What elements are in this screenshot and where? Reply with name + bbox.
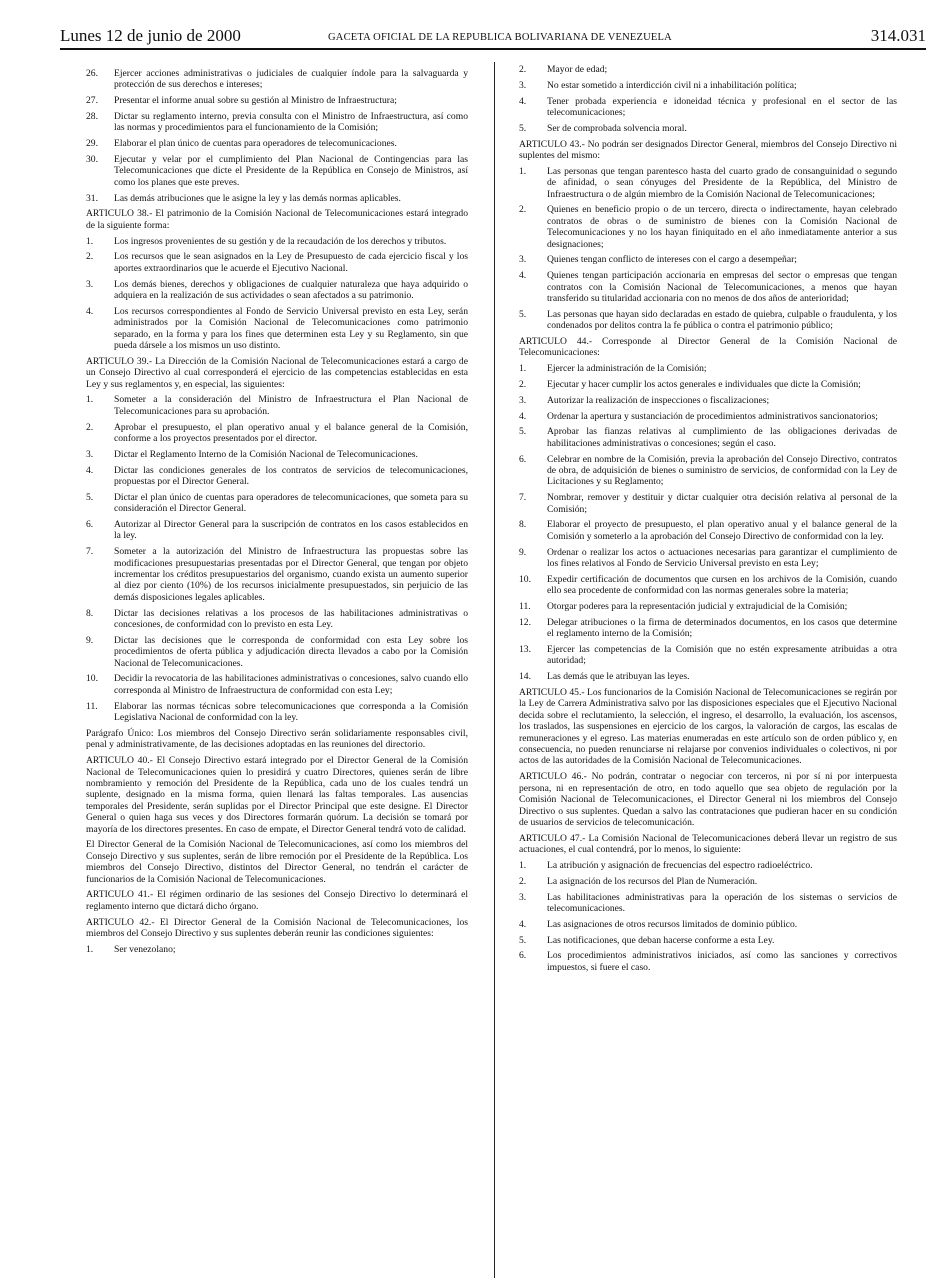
item-number: 9.	[86, 634, 94, 646]
item-text: Otorgar poderes para la representación judicial y extrajudicial de la Comisión;	[547, 601, 848, 613]
list-item	[519, 166, 897, 200]
item-number: 6.	[519, 950, 527, 962]
item-text: Expedir certificación de documentos que cursen en los archivos de la Comisión, cuando ello sea procedente de conformidad con las normas generales sobre la materia;	[547, 573, 897, 597]
item-number: 9.	[519, 546, 527, 558]
item-text: Las notificaciones, que deban hacerse conforme a esta Ley.	[547, 934, 775, 946]
item-number: 28.	[86, 111, 98, 122]
item-number: 3.	[519, 891, 527, 903]
item-number: 5.	[519, 934, 527, 946]
list-item	[519, 80, 897, 91]
item-number: 29.	[86, 138, 98, 150]
item-number: 11.	[86, 700, 98, 712]
item-text: Delegar atribuciones o la firma de determinados documentos, en los casos que determine el reglamento interno de la Comisión;	[547, 616, 897, 640]
item-number: 4.	[86, 464, 94, 476]
item-text: Ejercer las competencias de la Comisión que no estén expresamente atribuidas a otra autoridad;	[547, 644, 897, 667]
item-number: 4.	[519, 95, 527, 107]
list-item	[86, 944, 468, 955]
item-text: Ser de comprobada solvencia moral.	[547, 122, 687, 134]
list-item	[519, 270, 897, 304]
list-item	[519, 519, 897, 542]
item-number: 3.	[519, 254, 527, 266]
item-number: 5.	[86, 491, 94, 503]
item-number: 1.	[86, 943, 94, 955]
item-number: 2.	[519, 204, 527, 216]
item-number: 4.	[519, 410, 527, 422]
list-item	[86, 608, 468, 631]
item-text: Los recursos que le sean asignados en la Ley de Presupuesto de cada ejercicio fiscal y los aportes extraordinarios que le acuerde el Ejecutivo Nacional.	[114, 251, 468, 274]
list-item	[86, 394, 468, 417]
item-number: 10.	[86, 673, 98, 685]
item-text: Someter a la autorización del Ministro de Infraestructura las propuestas sobre las modificaciones presupuestarias presentadas por el Director General, que tengan por objeto incrementar los créditos presupuestarios del organismo, cuando exista un aumento superior al diez por ciento (10%) de los recursos inicialmente presupuestados, sin perjuicio de las demás disposiciones legales aplicables.	[114, 546, 468, 603]
item-text: Quienes en beneficio propio o de un tercero, directa o indirectamente, hayan celebrado contratos de obras o de suministro de bienes con la Comisión Nacional de Telecomunicaciones y no los hayan finiquitado en el año inmediatamente anterior a sus designaciones;	[547, 204, 897, 250]
item-text: Aprobar las fianzas relativas al cumplimiento de las obligaciones derivadas de habilitaciones administrativas o concesiones; según el caso.	[547, 426, 897, 449]
list-item	[519, 64, 897, 75]
item-number: 8.	[86, 607, 94, 619]
list-item	[519, 617, 897, 640]
item-text: Quienes tengan conflicto de intereses con el cargo a desempeñar;	[547, 254, 797, 266]
item-text: Ordenar o realizar los actos o actuaciones necesarias para garantizar el cumplimiento de los fines relativos al Fondo de Servicio Universal previsto en esta Ley;	[547, 546, 897, 570]
item-text: Los procedimientos administrativos iniciados, así como las sanciones y correctivos impuestos, si fuere el caso.	[547, 950, 897, 973]
list-item	[86, 95, 468, 106]
list-item	[86, 673, 468, 696]
item-text: Autorizar la realización de inspecciones o fiscalizaciones;	[547, 394, 770, 406]
article-paragraph: ARTICULO 41.- El régimen ordinario de las sesiones del Consejo Directivo lo determinará el reglamento interno que dictará dicho órgano.	[86, 889, 468, 912]
item-text: Someter a la consideración del Ministro de Infraestructura el Plan Nacional de Telecomunicaciones para su aprobación.	[114, 394, 468, 417]
list-item	[519, 950, 897, 973]
list-item	[86, 251, 468, 274]
item-text: Elaborar las normas técnicas sobre telecomunicaciones que corresponda a la Comisión Legislativa Nacional de conformidad con la ley.	[114, 700, 468, 724]
item-text: Elaborar el proyecto de presupuesto, el plan operativo anual y el balance general de la Comisión y someterlo a la aprobación del Consejo Directivo de conformidad con la ley.	[547, 519, 897, 542]
list-item	[519, 860, 897, 871]
item-text: La atribución y asignación de frecuencias del espectro radioeléctrico.	[547, 859, 813, 871]
item-text: Quienes tengan participación accionaria en empresas del sector o empresas que tengan contratos con la Comisión Nacional de Telecomunicaciones, a menos que hayan transferido su titularidad accionaria con no menos de dos años de anterioridad;	[547, 270, 897, 305]
list-item	[86, 546, 468, 603]
item-text: Mayor de edad;	[547, 64, 608, 75]
item-number: 2.	[519, 64, 527, 75]
item-text: Los demás bienes, derechos y obligaciones de cualquier naturaleza que haya adquirido o adquiera en la realización de sus actividades o sean afectados a su patrimonio.	[114, 278, 468, 302]
item-text: Tener probada experiencia e idoneidad técnica y profesional en el sector de las telecomunicaciones;	[547, 95, 897, 118]
item-number: 7.	[519, 492, 527, 504]
item-text: Los ingresos provenientes de su gestión y de la recaudación de los derechos y tributos.	[114, 235, 447, 247]
item-text: Aprobar el presupuesto, el plan operativo anual y el balance general de la Comisión, conforme a los proyectos presentados por el director.	[114, 421, 468, 445]
list-item	[519, 254, 897, 265]
item-number: 14.	[519, 671, 531, 683]
issue-date: Lunes 12 de junio de 2000	[60, 26, 241, 45]
item-number: 1.	[519, 859, 527, 871]
item-number: 12.	[519, 616, 531, 628]
list-item	[86, 154, 468, 188]
list-item	[86, 236, 468, 247]
list-item	[86, 306, 468, 352]
item-number: 2.	[86, 421, 94, 433]
item-text: Dictar las decisiones que le corresponda de conformidad con esta Ley sobre los procedimientos de oferta pública y adjudicación directa llevados a cabo por la Comisión Nacional de Telecomunicaciones.	[114, 634, 468, 669]
item-number: 2.	[86, 251, 94, 263]
item-text: Dictar las condiciones generales de los contratos de servicios de telecomunicaciones, propuestas por el Director General.	[114, 464, 468, 488]
list-item	[519, 492, 897, 515]
item-text: La asignación de los recursos del Plan de Numeración.	[547, 875, 758, 887]
item-text: Las demás atribuciones que le asigne la ley y las demás normas aplicables.	[114, 192, 401, 204]
item-number: 6.	[86, 519, 94, 531]
item-text: Autorizar al Director General para la suscripción de contratos en los casos establecidos en la ley.	[114, 519, 468, 542]
item-text: Las personas que hayan sido declaradas en estado de quiebra, culpable o fraudulenta, y los condenados por delitos contra la fe pública o contra el patrimonio público;	[547, 308, 897, 332]
item-text: Dictar su reglamento interno, previa consulta con el Ministro de Infraestructura, así como las normas y procedimientos para el funcionamiento de la Comisión;	[114, 111, 468, 134]
item-number: 3.	[519, 394, 527, 406]
item-number: 11.	[519, 601, 531, 613]
gazette-title: GACETA OFICIAL DE LA REPUBLICA BOLIVARIANA DE VENEZUELA	[328, 32, 672, 43]
list-item	[519, 876, 897, 887]
item-text: Las personas que tengan parentesco hasta del cuarto grado de consanguinidad o segundo de afinidad, o sean cónyuges del Presidente de la República, del Ministro de Infraestructura o de algún miembro de la Comisión Nacional de Telecomunicaciones;	[547, 165, 897, 200]
list-item	[86, 449, 468, 460]
list-item	[86, 519, 468, 542]
list-item	[86, 492, 468, 515]
list-item	[86, 465, 468, 488]
list-item	[519, 919, 897, 930]
article-paragraph: ARTICULO 46.- No podrán, contratar o negociar con terceros, ni por sí ni por interpuesta persona, ni en representación de otro, en todo aquello que sea objeto de regulación por la Comisión Nacional de Telecomunicaciones, el Director General ni los miembros del Consejo Directivo o sus suplentes. Quedan a salvo las contrataciones que pudieran hacer en su condición de usuarios de servicios de telecomunicación.	[519, 771, 897, 828]
list-item	[519, 644, 897, 667]
item-number: 13.	[519, 644, 531, 656]
article-paragraph: ARTICULO 42.- El Director General de la Comisión Nacional de Telecomunicaciones, los miembros del Consejo Directivo y sus suplentes deberán reunir las condiciones siguientes:	[86, 916, 468, 939]
item-number: 5.	[519, 426, 527, 438]
item-number: 7.	[86, 546, 94, 558]
item-text: Ejercer la administración de la Comisión;	[547, 363, 707, 375]
item-text: Ejecutar y velar por el cumplimiento del Plan Nacional de Contingencias para las Telecomunicaciones que dicte el Presidente de la República en Consejo de Ministros, así como los planes que este preves.	[114, 154, 468, 188]
item-text: Presentar el informe anual sobre su gestión al Ministro de Infraestructura;	[114, 95, 397, 107]
list-item	[519, 426, 897, 449]
left-column	[86, 64, 468, 960]
item-number: 3.	[86, 278, 94, 290]
item-number: 2.	[519, 875, 527, 887]
list-item	[519, 309, 897, 332]
list-item	[519, 935, 897, 946]
item-text: Elaborar el plan único de cuentas para operadores de telecomunicaciones.	[114, 138, 397, 150]
list-item	[519, 96, 897, 119]
item-number: 3.	[86, 448, 94, 460]
list-item	[519, 547, 897, 570]
list-item	[519, 454, 897, 488]
item-number: 5.	[519, 308, 527, 320]
item-number: 1.	[86, 394, 94, 406]
article-paragraph: ARTICULO 47.- La Comisión Nacional de Telecomunicaciones deberá llevar un registro de sus actuaciones, el cual contendrá, por lo menos, lo siguiente:	[519, 832, 897, 856]
item-text: Las demás que le atribuyan las leyes.	[547, 671, 690, 683]
item-text: Ejercer acciones administrativas o judiciales de cualquier índole para la salvaguarda y protección de sus derechos e intereses;	[114, 68, 468, 91]
item-number: 31.	[86, 192, 98, 204]
article-paragraph: ARTICULO 43.- No podrán ser designados Director General, miembros del Consejo Directivo ni suplentes del mismo:	[519, 138, 897, 161]
list-item	[519, 671, 897, 682]
item-text: Las asignaciones de otros recursos limitados de dominio público.	[547, 918, 798, 930]
right-column	[519, 64, 897, 978]
item-text: Ordenar la apertura y sustanciación de procedimientos administrativos sancionatorios;	[547, 410, 878, 422]
article-paragraph: Parágrafo Único: Los miembros del Consejo Directivo serán solidariamente responsables civil, penal y administrativamente, de las decisiones adoptadas en las reuniones del directorio.	[86, 727, 468, 751]
item-number: 1.	[519, 165, 527, 177]
item-text: Ejecutar y hacer cumplir los actos generales e individuales que dicte la Comisión;	[547, 379, 861, 391]
article-paragraph: El Director General de la Comisión Nacional de Telecomunicaciones, así como los miembros del Consejo Directivo y sus suplentes, serán de libre remoción por el Presidente de la República. Los miembros del Consejo Directivo, distintos del Director General, no tendrán el carácter de funcionarios de la Comisión Nacional de Telecomunicaciones.	[86, 839, 468, 885]
list-item	[519, 204, 897, 250]
item-number: 4.	[519, 918, 527, 930]
item-number: 4.	[519, 270, 527, 282]
item-text: Ser venezolano;	[114, 943, 176, 955]
list-item	[519, 601, 897, 612]
article-paragraph: ARTICULO 40.- El Consejo Directivo estará integrado por el Director General de la Comisión Nacional de Telecomunicaciones quien lo presidirá y cuatro Directores, quienes serán de libre nombramiento y remoción del Presidente de la República, cada uno de los cuales tendrá un suplente, designado en la misma forma, quien llenará las faltas temporales. Las ausencias temporales del Presidente, serán suplidas por el Director Principal que este designe. El Director General o quien haga sus veces y dos Directores formarán quórum. La decisión se tomará por mayoría de los directores presentes. En caso de empate, el Director General tendrá voto de calidad.	[86, 755, 468, 835]
list-item	[519, 574, 897, 597]
item-text: Decidir la revocatoria de las habilitaciones administrativas o concesiones, salvo cuando ello corresponda al Ministro de Infraestructura de conformidad con esta Ley;	[114, 673, 468, 696]
item-number: 8.	[519, 519, 527, 531]
list-item	[86, 111, 468, 134]
item-text: Las habilitaciones administrativas para la operación de los sistemas o servicios de telecomunicaciones.	[547, 891, 897, 914]
item-number: 6.	[519, 453, 527, 465]
article-paragraph: ARTICULO 45.- Los funcionarios de la Comisión Nacional de Telecomunicaciones se regirán por la Ley de Carrera Administrativa salvo por las disposiciones especiales que el Ejecutivo Nacional decida sobre el reclutamiento, la selección, el ingreso, el desarrollo, la evaluación, los ascensos, los traslados, las suspensiones en ejercicio de los cargos, la valoración de cargos, las escalas de remuneraciones y el egreso. Las materias enumeradas en este artículo son de orden público y, en consecuencia, no pueden renunciarse ni relajarse por convenios individuales o colectivos, ni por actos de las autoridades de la Comisión Nacional de Telecomunicaciones.	[519, 687, 897, 767]
item-number: 3.	[519, 79, 527, 91]
item-number: 1.	[86, 235, 94, 247]
list-item	[519, 123, 897, 134]
item-text: Los recursos correspondientes al Fondo de Servicio Universal previsto en esta Ley, serán administrados por la Comisión Nacional de Telecomunicaciones como patrimonio separado, en la forma y para los fines que determinen esta Ley y su Reglamento, sin que pueda dársele a los mismos un uso distinto.	[114, 305, 468, 352]
item-text: Celebrar en nombre de la Comisión, previa la aprobación del Consejo Directivo, contratos de obra, de adquisición de bienes o suministro de servicios, de conformidad con la Ley de Licitaciones y su Reglamento;	[547, 453, 897, 488]
item-text: Nombrar, remover y destituir y dictar cualquier otra decisión relativa al personal de la Comisión;	[547, 492, 897, 515]
column-divider	[494, 62, 495, 1278]
list-item	[519, 363, 897, 374]
item-text: No estar sometido a interdicción civil ni a inhabilitación política;	[547, 79, 797, 91]
list-item	[519, 395, 897, 406]
list-item	[86, 422, 468, 445]
item-number: 26.	[86, 68, 98, 79]
list-item	[86, 635, 468, 669]
item-text: Dictar el plan único de cuentas para operadores de telecomunicaciones, que someta para su consideración el Director General.	[114, 491, 468, 515]
list-item	[519, 379, 897, 390]
list-item	[519, 411, 897, 422]
item-text: Dictar las decisiones relativas a los procesos de las habilitaciones administrativas o concesiones, de conformidad con lo previsto en esta Ley.	[114, 607, 468, 631]
list-item	[86, 138, 468, 149]
item-number: 30.	[86, 154, 98, 165]
item-number: 1.	[519, 363, 527, 375]
item-text: Dictar el Reglamento Interno de la Comisión Nacional de Telecomunicaciones.	[114, 448, 418, 460]
list-item	[86, 68, 468, 91]
article-paragraph: ARTICULO 44.- Corresponde al Director General de la Comisión Nacional de Telecomunicaciones:	[519, 336, 897, 359]
list-item	[86, 279, 468, 302]
item-number: 5.	[519, 122, 527, 134]
item-number: 27.	[86, 95, 98, 107]
item-number: 2.	[519, 379, 527, 391]
list-item	[519, 892, 897, 915]
page-number: 314.031	[870, 26, 926, 45]
list-item	[86, 701, 468, 724]
header-rule	[60, 48, 926, 50]
page-header	[60, 26, 926, 48]
article-paragraph: ARTICULO 38.- El patrimonio de la Comisión Nacional de Telecomunicaciones estará integrado de la siguiente forma:	[86, 208, 468, 231]
article-paragraph: ARTICULO 39.- La Dirección de la Comisión Nacional de Telecomunicaciones estará a cargo de un Consejo Directivo al cual corresponderá el ejercicio de las competencias establecidas en esta Ley y sus reglamentos y, en especial, las siguientes:	[86, 355, 468, 390]
item-number: 4.	[86, 305, 94, 317]
item-number: 10.	[519, 573, 531, 585]
list-item	[86, 193, 468, 204]
